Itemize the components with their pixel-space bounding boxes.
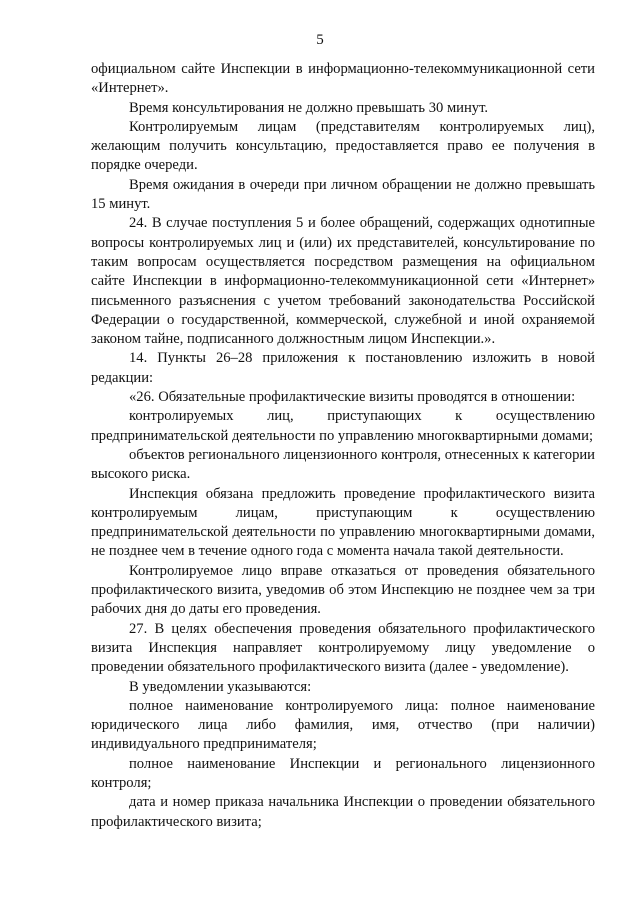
paragraph: дата и номер приказа начальника Инспекции о проведении обязательного профилактического визита; [91,794,595,830]
paragraph: Время консультирования не должно превышать 30 минут. [129,99,489,116]
paragraph: В уведомлении указываются: [129,678,312,695]
paragraph: Время ожидания в очереди при личном обращении не должно превышать 15 минут. [91,176,595,213]
paragraph: контролируемых лиц, приступающих к осуществлению предпринимательской деятельности по управлению многоквартирными домами; [91,408,595,444]
paragraph-item-14: 14. Пункты 26–28 приложения к постановлению изложить в новой редакции: [91,350,595,386]
paragraph: объектов регионального лицензионного контроля, отнесенных к категории высокого риска. [91,446,595,483]
paragraph-item-26: «26. Обязательные профилактические визиты проводятся в отношении: [129,389,576,406]
document-body [91,60,595,832]
paragraph-item-24: 24. В случае поступления 5 и более обращений, содержащих однотипные вопросы контролируемых лиц и (или) их представителей, консультирование по таким вопросам осуществляется посредством размещения на официальном сайте Инспекции в информационно-телекоммуникационной сети «Интернет» письменного разъяснения с учетом требований законодательства Российской Федерации о государственной, коммерческой, служебной и иной охраняемой законом тайне, подписанного должностным лицом Инспекции.». [91,215,595,348]
paragraph: полное наименование контролируемого лица: полное наименование юридического лица либо фамилия, имя, отчество (при наличии) индивидуального предпринимателя; [91,697,595,753]
paragraph: полное наименование Инспекции и регионального лицензионного контроля; [91,755,595,791]
paragraph: Контролируемое лицо вправе отказаться от проведения обязательного профилактического визита, уведомив об этом Инспекцию не позднее чем за три рабочих дня до даты его проведения. [91,562,595,618]
page-number: 5 [316,32,324,48]
paragraph-continuation: официальном сайте Инспекции в информационно-телекоммуникационной сети «Интернет». [91,61,595,97]
paragraph: Инспекция обязана предложить проведение профилактического визита контролируемым лицам, приступающим к осуществлению предпринимательской деятельности по управлению многоквартирными домами, не позднее чем в течение одного года с момента начала такой деятельности. [91,485,595,560]
paragraph-item-27: 27. В целях обеспечения проведения обязательного профилактического визита Инспекция направляет контролируемому лицу уведомление о проведении обязательного профилактического визита (далее - уведомление). [91,620,595,676]
paragraph: Контролируемым лицам (представителям контролируемых лиц), желающим получить консультацию, предоставляется право ее получения в порядке очереди. [91,118,595,174]
